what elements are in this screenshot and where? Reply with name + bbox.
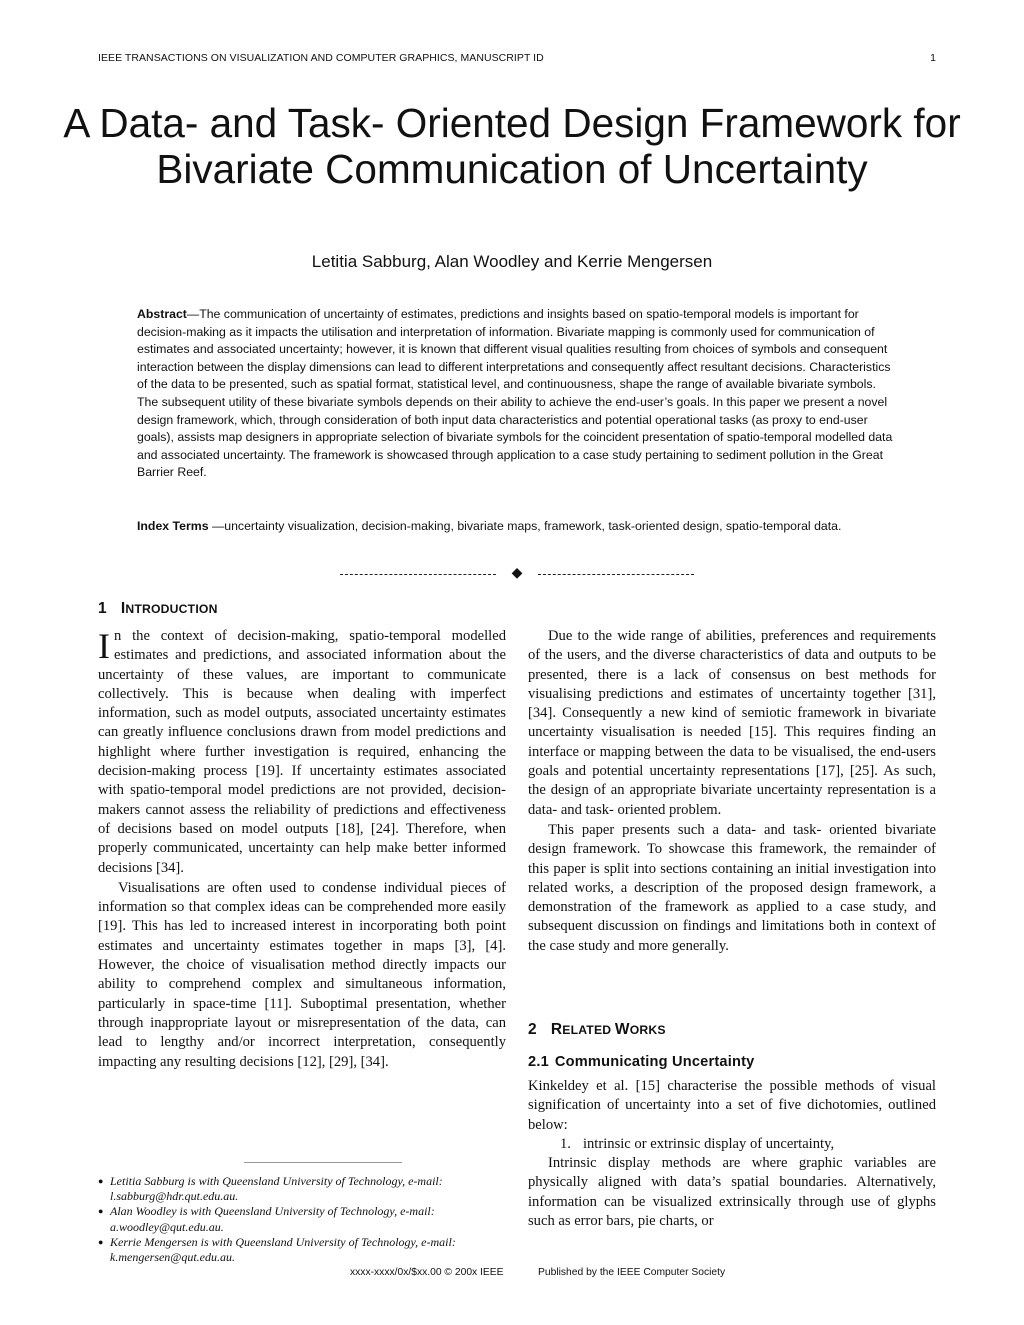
divider-dashes-left [340,574,496,575]
intro-paragraph-4: This paper presents such a data- and task- oriented bivariate design framework. To showcase this framework, the remainder of this paper is split into sections containing an initial investigation into related works, a description of the proposed design framework, a demonstration of the framework as applied to a case study, and subsequent discussion on findings and limitations both in context of the case study and more generally. [528,821,936,954]
drop-cap: I [98,626,110,666]
footnote: ● Letitia Sabburg is with Queensland University of Technology, e-mail: l.sabburg@hdr.qut.edu.au. [98,1174,443,1204]
abstract-label: Abstract [137,307,187,321]
intro-paragraph-3: Due to the wide range of abilities, preferences and requirements of the users, and the diverse characteristics of data and outputs to be presented, there is a lack of consensus on best methods for visualising predictions and estimates of uncertainty together [31], [34]. Consequently a new kind of semiotic framework in bivariate uncertainty visualisation is needed [15]. This requires finding an interface or mapping between the data to be visualised, the end-users goals and potential uncertainty representations [17], [25]. As such, the design of an appropriate bivariate uncertainty representation is a data- and task- oriented problem. [528,628,936,818]
footnote: ● Kerrie Mengersen is with Queensland University of Technology, e-mail: k.mengersen@qut.edu.au. [98,1234,456,1265]
list-item: 1. intrinsic or extrinsic display of uncertainty, [560,1135,835,1152]
page-number: 1 [930,52,936,64]
running-header [98,52,936,64]
index-terms-label: Index Terms [137,519,209,533]
footnote-rule [244,1162,402,1163]
copyright-footer: xxxx-xxxx/0x/$xx.00 © 200x IEEE [350,1267,504,1278]
intro-paragraph-2: Visualisations are often used to condense individual pieces of information so that complex ideas can be comprehended more easily [19]. This has led to increased interest in incorporating both point estimates and uncertainty estimates together in maps [3], [4]. However, the choice of visualisation method directly impacts our ability to comprehend complex and simultaneous information, particularly in space-time [11]. Suboptimal presentation, whether through inappropriate layout or misrepresentation of the data, can lead to lengthy and/or incorrect interpretation, consequently impacting any resulting decisions [12], [29], [34]. [98,879,506,1070]
subsection-number: 2.1 [528,1054,549,1070]
abstract [137,306,897,482]
section-heading-related-works: 2 RELATED WORKS [528,1021,666,1038]
publisher-footer: Published by the IEEE Computer Society [538,1267,726,1278]
footnote: ● Alan Woodley is with Queensland University of Technology, e-mail: a.woodley@qut.edu.au. [98,1204,435,1234]
journal-name: IEEE TRANSACTIONS ON VISUALIZATION AND COMPUTER GRAPHICS, MANUSCRIPT ID [98,52,544,64]
abstract-text: —The communication of uncertainty of estimates, predictions and insights based on spatio-temporal models is important for decision-making as it impacts the utilisation and interpretation of information. Bivariate mapping is commonly used for communication of estimates and associated uncertainty; however, it is known that different visual qualities resulting from choices of symbols and consequent interaction between the display dimensions can lead to different interpretations and consequently affect resultant decisions. Characteristics of the data to be presented, such as spatial format, statistical level, and continuousness, shape the range of available bivariate symbols. The subsequent utility of these bivariate symbols depends on their ability to achieve the end-user’s goals. In this paper we present a novel design framework, which, through consideration of both input data characteristics and potential operational tasks (as proxy to end-user goals), assists map designers in appropriate selection of bivariate symbols for the coincident presentation of spatio-temporal modelled data and associated uncertainty. The framework is showcased through application to a case study pertaining to sediment pollution in the Great Barrier Reef. [137,307,893,480]
author-footnotes [98,1174,518,1265]
diamond-icon: ◆ [511,566,523,581]
right-column [528,627,936,956]
index-terms [137,518,897,536]
bullet-icon: ● [98,1206,104,1217]
subsection-title: Communicating Uncertainty [554,1054,755,1070]
bullet-icon: ● [98,1176,104,1186]
author-list: Letitia Sabburg, Alan Woodley and Kerrie Mengersen [311,252,713,271]
bullet-icon: ● [98,1236,104,1247]
section-number: 2 [528,1021,537,1038]
related-paragraph-2: Intrinsic display methods are where graphic variables are physically aligned with data’s spatial boundaries. Alternatively, information can be visualized extrinsically through use of glyphs such as error bars, pie charts, or [528,1155,936,1230]
divider-dashes-right [538,574,694,575]
index-terms-text: —uncertainty visualization, decision-making, bivariate maps, framework, task-oriented design, spatio-temporal data. [208,519,842,533]
intro-paragraph-1: In the context of decision-making, spatio-temporal modelled estimates and predictions, and associated information about the uncertainty of these values, are important to communicate collectively. This is because when dealing with imperfect information, such as model outputs, associated uncertainty estimates can greatly influence conclusions drawn from model predictions and highlight where further investigation is required, enhancing the decision-making process [19]. If uncertainty estimates associated with spatio-temporal model predictions are not provided, decision-makers cannot assess the reliability of predictions and effectiveness of decisions based on model outputs [18], [24]. Therefore, when properly communicated, uncertainty can help make better informed decisions [34]. [98,626,506,876]
paper-title: A Data- and Task- Oriented Design Framework for Bivariate Communication of Uncertainty [63,100,961,192]
section-heading-introduction: 1 INTRODUCTION [98,600,218,617]
related-works-text [528,1077,936,1231]
related-paragraph-1: Kinkeldey et al. [15] characterise the possible methods of visual signification of uncertainty into a set of five dichotomies, outlined below: [528,1078,936,1133]
section-divider [340,564,694,584]
left-column [98,627,506,1072]
subsection-heading [528,1054,755,1070]
section-number: 1 [98,600,107,617]
